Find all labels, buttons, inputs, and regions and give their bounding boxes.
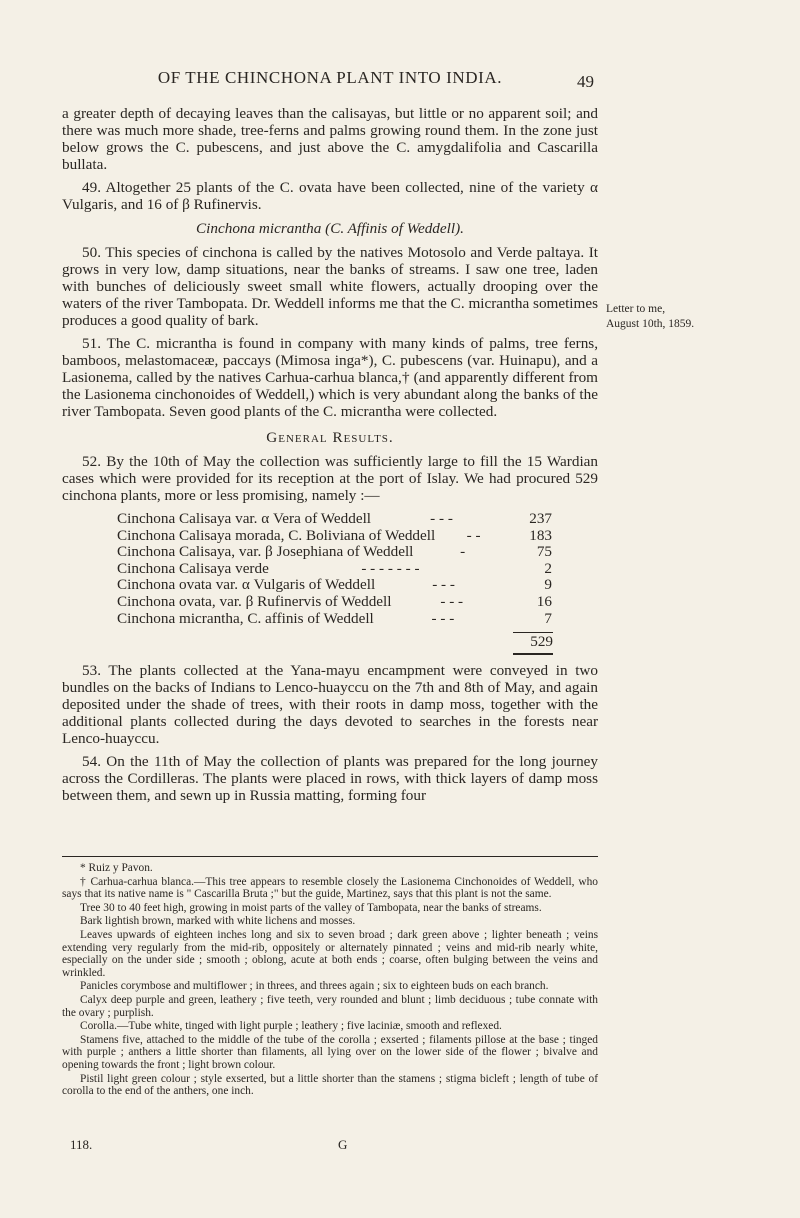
list-item-name: Cinchona micrantha, C. affinis of Weddell [117,609,374,627]
list-item-leader: - - - [440,593,464,610]
list-item-leader: - [460,543,466,561]
margin-note-line: August 10th, 1859. [606,318,695,330]
footnote: Bark lightish brown, marked with white lichens and mosses. [80,915,356,928]
list-item-leader: - - - [431,609,455,627]
list-item-count: 7 [544,609,552,627]
list-item-count: 9 [544,576,552,594]
footnote: Pistil light green colour ; style exserted, but a little shorter than the stamens ; stigma bicleft ; length of tube of corolla to the end of the anthers, one inch. [62,1072,598,1098]
signature-letter: G [338,1137,348,1152]
paragraph-49: 49. Altogether 25 plants of the C. ovata have been collected, nine of the variety α Vulgaris, and 16 of β Rufinervis. [62,178,598,213]
footnote: Tree 30 to 40 feet high, growing in moist parts of the valley of Tambopata, near the banks of streams. [80,901,542,914]
list-item-name: Cinchona Calisaya morada, C. Boliviana of Weddell [117,526,436,544]
footnote: Leaves upwards of eighteen inches long and six to seven broad ; dark green above ; lighter beneath ; veins extending very regularly from the mid-rib, oppositely or alternately pinnated ; veins and mid-rib nearly white, especially on the under side ; smooth ; oblong, acute at both ends ; coarse, often bulging between the veins and wrinkled. [62,928,598,979]
list-item [117,577,552,594]
signature-number: 118. [70,1137,93,1152]
list-item-count: 2 [544,559,552,577]
list-item-count: 183 [529,526,552,544]
list-item-leader: - - - [432,576,455,594]
footnote: Panicles corymbose and multiflower ; in threes, and threes again ; six to eighteen buds on each branch. [80,980,549,993]
footnote-divider [62,856,598,857]
list-item-name: Cinchona ovata var. α Vulgaris of Weddell [117,576,376,594]
paragraph-51: 51. The C. micrantha is found in company with many kinds of palms, tree ferns, bamboos, melastomaceæ, paccays (Mimosa inga*), C. pubescens (var. Huinapu), and a Lasionema, called by the natives Carhua-carhua blanca,† (and apparently different from the Lasionema cinchonoides of Weddell,) which is very abundant along the banks of the river Tambopata. Seven good plants of the C. micrantha were collected. [62,334,598,420]
paragraph-52: 52. By the 10th of May the collection was sufficiently large to fill the 15 Wardian cases which were provided for its reception at the port of Islay. We had procured 529 cinchona plants, more or less promising, namely :— [62,453,598,505]
section-heading-general-results: General Results. [266,429,394,447]
list-item-name: Cinchona Calisaya, var. β Josephiana of Weddell [117,543,414,561]
list-item-leader: - - [466,526,481,544]
list-total: 529 [530,633,553,651]
list-item [117,594,552,611]
list-item-name: Cinchona Calisaya var. α Vera of Weddell [117,510,372,528]
plant-count-list [117,511,552,655]
footnote: Calyx deep purple and green, leathery ; five teeth, very rounded and blunt ; limb deciduous ; tube connate with the ovary ; purplish. [62,993,598,1019]
page-number: 49 [577,72,594,91]
list-item-leader: - - - [430,510,453,528]
list-item-count: 237 [529,510,552,528]
running-header: OF THE CHINCHONA PLANT INTO INDIA. [157,68,503,87]
list-item-leader: - - - - - - - [361,559,420,577]
list-item [117,611,552,628]
list-item-count: 16 [536,593,552,610]
paragraph-54: 54. On the 11th of May the collection of plants was prepared for the long journey across the Cordilleras. The plants were placed in rows, with thick layers of damp moss between them, and sewn up in Russia matting, forming four [62,752,598,804]
footnote: † Carhua-carhua blanca.—This tree appears to resemble closely the Lasionema Cinchonoides of Weddell, who says that its native name is " Cascarilla Bruta ;" but the guide, Martinez, says that this plant is not the same. [62,875,598,901]
footnote: * Ruiz y Pavon. [80,862,153,874]
list-item [117,544,552,561]
list-item [117,511,552,528]
footnote: Stamens five, attached to the middle of the tube of the corolla ; exserted ; filaments pillose at the base ; tinged with purple ; anthers a little shorter than filaments, all lying over on the lower side of the flower ; bivalve and opening towards the front ; light brown colour. [62,1033,598,1071]
margin-note [606,302,716,332]
list-item-name: Cinchona Calisaya verde [117,559,269,577]
paragraph-53: 53. The plants collected at the Yana-mayu encampment were conveyed in two bundles on the backs of Indians to Lenco-huayccu on the 7th and 8th of May, and again deposited under the shade of trees, with their roots in damp moss, together with the additional plants collected during the days devoted to searches in the forests near Lenco-huayccu. [62,662,598,747]
list-item-name: Cinchona ovata, var. β Rufinervis of Weddell [117,593,392,610]
list-item [117,561,552,578]
footnotes [62,862,598,1099]
margin-note-line: Letter to me, [606,303,666,315]
list-item [117,528,552,545]
paragraph-50: 50. This species of cinchona is called by the natives Motosolo and Verde paltaya. It grows in very low, damp situations, near the banks of streams. I saw one tree, laden with bunches of deliciously sweet small white flowers, actually drooping over the waters of the river Tambopata. Dr. Weddell informs me that the C. micrantha sometimes produces a good quality of bark. [62,244,598,329]
paragraph-continuation: a greater depth of decaying leaves than the calisayas, but little or no apparent soil; and there was much more shade, tree-ferns and palms growing round them. In the zone just below grows the C. pubescens, and just above the C. amygdalifolia and Cascarilla bullata. [62,105,598,173]
section-heading-micrantha: Cinchona micrantha (C. Affinis of Weddell). [196,220,464,238]
list-item-count: 75 [536,543,552,561]
footnote: Corolla.—Tube white, tinged with light purple ; leathery ; five laciniæ, smooth and reflexed. [80,1020,502,1033]
total-rule [513,653,553,655]
main-text [62,106,598,810]
